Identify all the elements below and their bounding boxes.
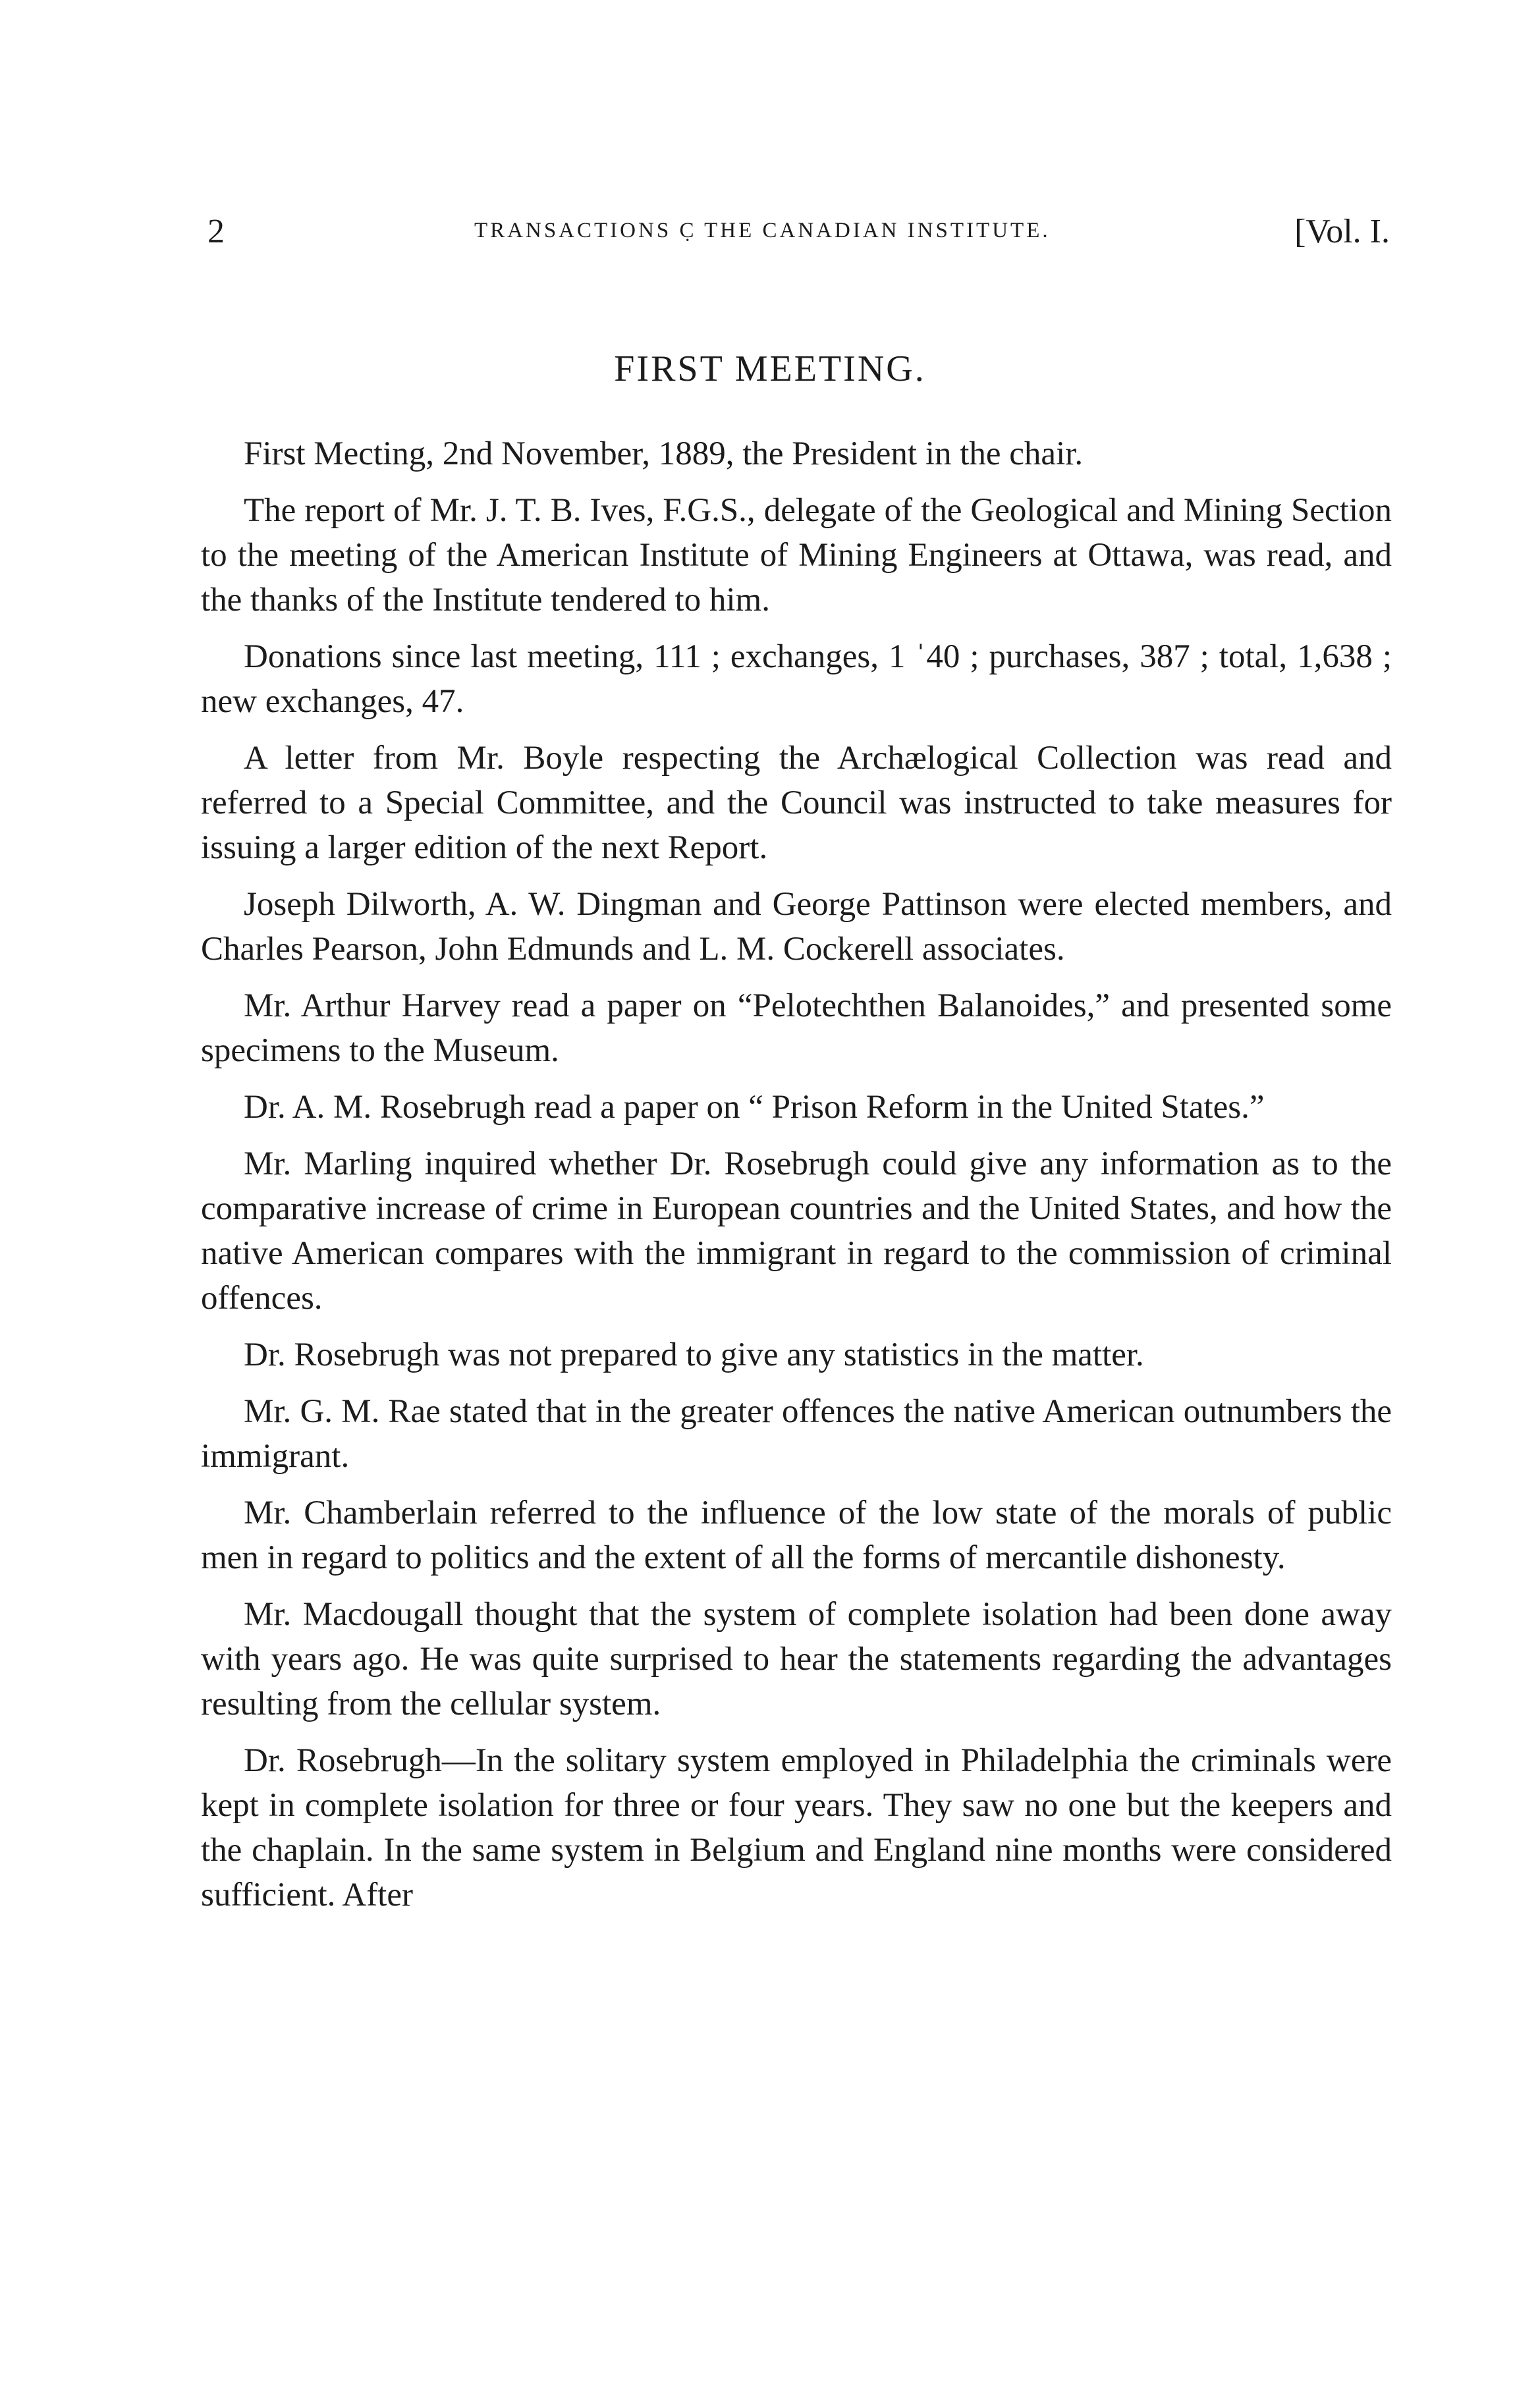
- page-number: 2: [207, 213, 225, 250]
- paragraph-boyle-letter: A letter from Mr. Boyle respecting the Archælogical Collection was read and referred to a Special Committee, and the Council was instructed to take measures for issuing a larger edition of the next Report.: [201, 740, 1392, 866]
- paragraph-rosebrugh-paper: Dr. A. M. Rosebrugh read a paper on “ Prison Reform in the United States.”: [244, 1089, 1265, 1126]
- running-header: [207, 212, 1390, 252]
- paragraph-marling-inquiry: Mr. Marling inquired whether Dr. Rosebrugh could give any information as to the comparative increase of crime in European countries and the United States, and how the native American compares with the immigrant in regard to the commission of criminal offences.: [201, 1145, 1392, 1317]
- paragraph-rosebrugh-reply: Dr. Rosebrugh was not prepared to give any statistics in the matter.: [244, 1336, 1144, 1373]
- paragraph-meeting-date: First Mecting, 2nd November, 1889, the President in the chair.: [244, 435, 1084, 472]
- running-title: TRANSACTIONS C̣ THE CANADIAN INSTITUTE.: [474, 219, 1051, 242]
- minutes-body: [201, 431, 1392, 1929]
- paragraph-chamberlain: Mr. Chamberlain referred to the influence of the low state of the morals of public men in regard to politics and the extent of all the forms of mercantile dishonesty.: [201, 1495, 1392, 1576]
- volume-label: [Vol. I.: [1294, 213, 1390, 250]
- paragraph-elections: Joseph Dilworth, A. W. Dingman and George Pattinson were elected members, and Charles Pearson, John Edmunds and L. M. Cockerell associates.: [201, 886, 1392, 968]
- paragraph-rosebrugh-solitary: Dr. Rosebrugh—In the solitary system employed in Philadelphia the criminals were kept in complete isolation for three or four years. They saw no one but the keepers and the chaplain. In the same system in Belgium and England nine months were considered sufficient. After: [201, 1742, 1392, 1913]
- paragraph-harvey-paper: Mr. Arthur Harvey read a paper on “Pelotechthen Balanoides,” and presented some specimens to the Museum.: [201, 987, 1392, 1069]
- paragraph-ives-report: The report of Mr. J. T. B. Ives, F.G.S., delegate of the Geological and Mining Section to the meeting of the American Institute of Mining Engineers at Ottawa, was read, and the thanks of the Institute tendered to him.: [201, 492, 1392, 618]
- section-heading: FIRST MEETING.: [614, 348, 926, 389]
- paragraph-donations: Donations since last meeting, 111 ; exchanges, 1 ˈ40 ; purchases, 387 ; total, 1,638 ; new exchanges, 47.: [201, 638, 1392, 720]
- paragraph-macdougall: Mr. Macdougall thought that the system of complete isolation had been done away with years ago. He was quite surprised to hear the statements regarding the advantages resulting from the cellular system.: [201, 1596, 1392, 1722]
- paragraph-rae-statement: Mr. G. M. Rae stated that in the greater offences the native American outnumbers the immigrant.: [201, 1393, 1392, 1475]
